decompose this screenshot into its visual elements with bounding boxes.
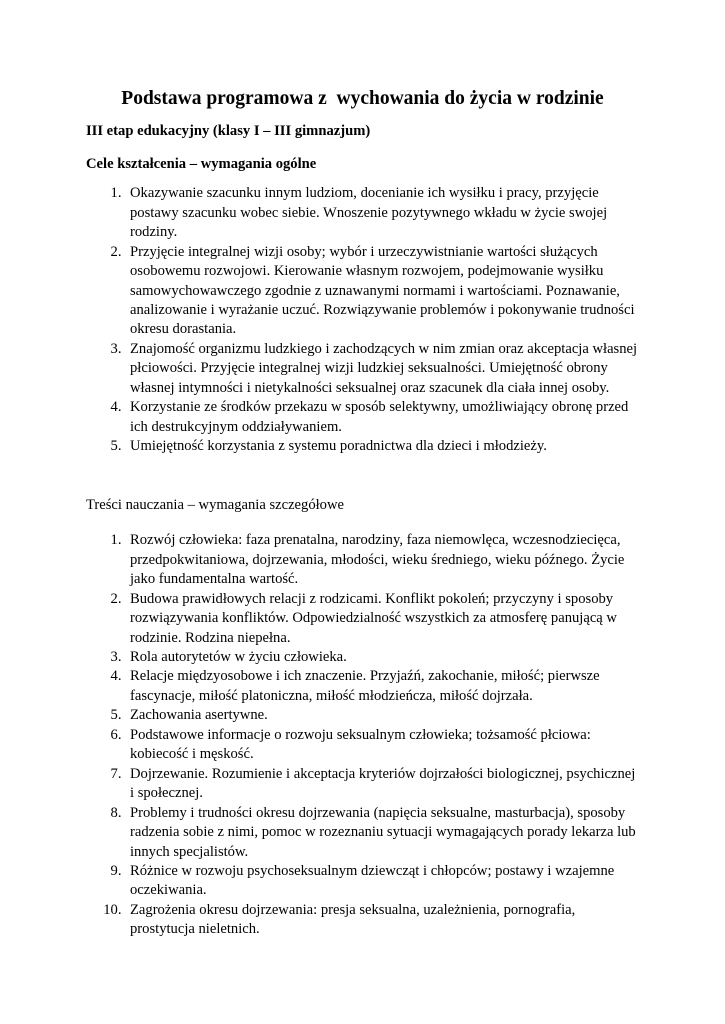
list-item — [86, 706, 641, 725]
list-item — [86, 340, 641, 398]
list-item-text: Dojrzewanie. Rozumienie i akceptacja kryteriów dojrzałości biologicznej, psychicznej i społecznej. — [130, 765, 636, 802]
list-item-text: Różnice w rozwoju psychoseksualnym dziewcząt i chłopców; postawy i wzajemne oczekiwania. — [130, 863, 615, 899]
list-item-text: Znajomość organizmu ludzkiego i zachodzących w nim zmian oraz akceptacja własnej płciowości. Przyjęcie integralnej wizji ludzkiej seksualności. Umiejętność obrony własnej intymności i nietykalności seksualnej oraz szacunek dla ciała innej osoby. — [130, 340, 638, 396]
list-item-number: 9. — [110, 863, 122, 879]
list-item — [86, 398, 641, 437]
list-item — [86, 590, 641, 648]
list-item-number: 5. — [110, 707, 122, 724]
list-item — [86, 531, 641, 589]
list-item — [86, 804, 641, 862]
list-item — [86, 648, 641, 667]
list-item — [86, 862, 641, 901]
list-item-number: 8. — [110, 804, 122, 821]
detailed-requirements-heading: Treści nauczania – wymagania szczegółowe — [86, 497, 344, 514]
list-item-number: 7. — [110, 765, 122, 782]
detailed-requirements-list — [86, 531, 641, 940]
list-item-number: 1. — [110, 185, 122, 202]
list-item-text: Korzystanie ze środków przekazu w sposób selektywny, umożliwiający obronę przed ich destrukcyjnym oddziaływaniem. — [130, 399, 629, 435]
list-item — [86, 437, 641, 456]
list-item-number: 3. — [110, 649, 122, 666]
list-item-text: Zagrożenia okresu dojrzewania: presja seksualna, uzależnienia, pornografia, prostytucja nieletnich. — [130, 901, 576, 938]
list-item-text: Relacje międzyosobowe i ich znaczenie. Przyjaźń, zakochanie, miłość; pierwsze fascynacje, miłość platoniczna, miłość młodzieńcza, miłość dojrzała. — [130, 668, 600, 704]
list-item-text: Umiejętność korzystania z systemu poradnictwa dla dzieci i młodzieży. — [130, 438, 547, 455]
list-item-text: Podstawowe informacje o rozwoju seksualnym człowieka; tożsamość płciowa: kobiecość i męskość. — [130, 726, 591, 763]
stage-heading: III etap edukacyjny (klasy I – III gimnazjum) — [86, 123, 371, 140]
general-requirements-list — [86, 184, 641, 456]
list-item-number: 2. — [110, 243, 122, 260]
list-item-text: Rola autorytetów w życiu człowieka. — [130, 649, 347, 666]
list-item-number: 4. — [110, 668, 122, 685]
list-item — [86, 184, 641, 242]
list-item-text: Budowa prawidłowych relacji z rodzicami. Konflikt pokoleń; przyczyny i sposoby rozwiązywania konfliktów. Odpowiedzialność wszystkich za atmosferę panującą w rodzinie. Rodzina niepełna. — [130, 590, 617, 646]
list-item-text: Przyjęcie integralnej wizji osoby; wybór i urzeczywistnianie wartości służących osobowemu rozwojowi. Kierowanie własnym rozwojem, podejmowanie wysiłku samowychowawczego zgodnie z uznawanymi normami i wartościami. Poznawanie, analizowanie i wyrażanie uczuć. Rozwiązywanie problemów i pokonywanie trudności okresu dorastania. — [130, 243, 635, 338]
list-item — [86, 243, 641, 340]
list-item-text: Zachowania asertywne. — [130, 707, 268, 724]
list-item — [86, 765, 641, 804]
list-item-text: Okazywanie szacunku innym ludziom, docenianie ich wysiłku i pracy, przyjęcie postawy szacunku wobec siebie. Wnoszenie pozytywnego wkładu w życie swojej rodziny. — [130, 185, 608, 241]
list-item-number: 4. — [110, 399, 122, 416]
list-item-number: 6. — [110, 726, 122, 743]
list-item — [86, 726, 641, 765]
list-item-number: 10. — [103, 901, 122, 918]
list-item — [86, 667, 641, 706]
list-item-text: Rozwój człowieka: faza prenatalna, narodziny, faza niemowlęca, wczesnodziecięca, przedpokwitaniowa, dojrzewania, młodości, wieku średniego, wieku późnego. Życie jako fundamentalna wartość. — [130, 532, 625, 588]
list-item-number: 2. — [110, 590, 122, 607]
list-item-number: 1. — [110, 532, 122, 549]
general-requirements-heading: Cele kształcenia – wymagania ogólne — [86, 156, 317, 173]
list-item-number: 5. — [110, 438, 122, 455]
document-title: Podstawa programowa z wychowania do życia w rodzinie — [121, 88, 604, 109]
list-item-text: Problemy i trudności okresu dojrzewania (napięcia seksualne, masturbacja), sposoby radzenia sobie z nimi, pomoc w rozeznaniu sytuacji wymagających porady lekarza lub innych specjalistów. — [130, 804, 636, 860]
list-item-number: 3. — [110, 340, 122, 357]
list-item — [86, 901, 641, 940]
